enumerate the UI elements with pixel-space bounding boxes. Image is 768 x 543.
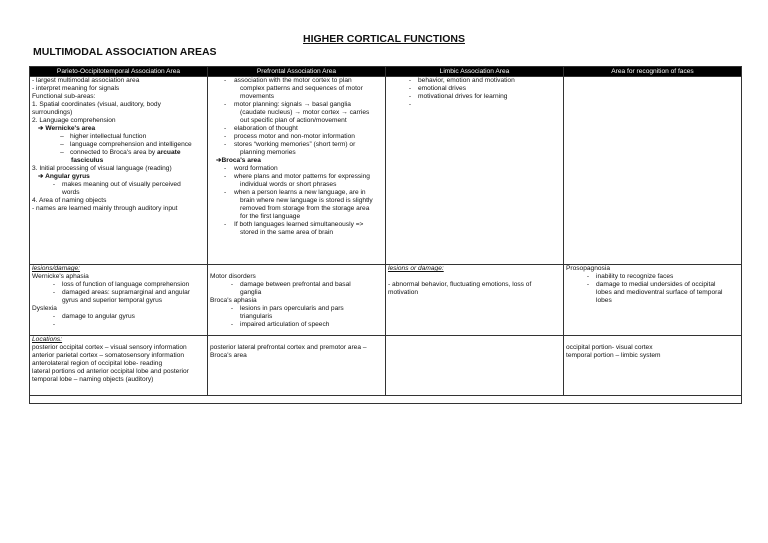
- spacer: [566, 336, 739, 344]
- dash-icon: -: [224, 189, 227, 196]
- lesions-row: [30, 265, 742, 336]
- dash-icon: -: [408, 85, 412, 92]
- bullet-line: [32, 289, 205, 297]
- text-line: If both languages learned simultaneously =>: [234, 221, 364, 228]
- text-line: 4. Area of naming objects: [32, 197, 107, 204]
- text-line: elaboration of thought: [234, 125, 298, 132]
- text-line: for the first language: [240, 213, 301, 220]
- bullet-line: [32, 133, 205, 141]
- text-line: damage to angular gyrus: [62, 313, 135, 320]
- wernicke-label: Wernicke's area: [45, 125, 96, 132]
- bullet-line: [210, 189, 383, 197]
- text-line: lesions in pars opercularis and pars: [240, 305, 344, 312]
- bullet-line: [210, 141, 383, 149]
- text-line: (caudate nucleus) → motor cortex → carries: [240, 109, 370, 116]
- text-line: movements: [240, 93, 275, 100]
- dash-icon: –: [60, 149, 64, 156]
- bullet-line: [32, 321, 205, 329]
- pfa-lesions-cell: [208, 265, 386, 336]
- spacer: [210, 336, 383, 344]
- lesions-heading: lesions or damage:: [388, 265, 444, 272]
- bullet-line: [210, 305, 383, 313]
- bullet-line: [210, 221, 383, 229]
- spacer: [210, 265, 383, 273]
- text-part: connected to Broca's area by: [70, 149, 158, 156]
- empty-cell: [30, 396, 742, 404]
- laa-locations-cell: [386, 336, 564, 396]
- text-line: Dyslexia: [32, 305, 57, 312]
- text-line: damage between prefrontal and basal: [240, 281, 351, 288]
- dash-icon: -: [224, 173, 227, 180]
- text-line: when a person learns a new language, are in: [234, 189, 366, 196]
- bullet-line: [566, 273, 739, 281]
- text-line: words: [62, 189, 80, 196]
- faces-locations-cell: [564, 336, 742, 396]
- poa-functions-cell: [30, 77, 208, 265]
- association-areas-table: [29, 66, 742, 404]
- empty-row: [30, 396, 742, 404]
- bullet-line: [32, 281, 205, 289]
- text-line: Broca's aphasia: [210, 297, 257, 304]
- wernicke-line: [32, 125, 205, 133]
- angular-label: Angular gyrus: [45, 173, 90, 180]
- text-line: stores “working memories” (short term) or: [234, 141, 356, 148]
- laa-functions-cell: [386, 77, 564, 265]
- text-line: posterior occipital cortex – visual sensory information: [32, 344, 187, 351]
- bullet-line: [210, 165, 383, 173]
- dash-icon: -: [230, 321, 234, 328]
- text-line: behavior, emotion and motivation: [418, 77, 515, 84]
- text-line: - abnormal behavior, fluctuating emotions, loss of: [388, 281, 532, 288]
- bullet-line: [210, 173, 383, 181]
- section-title: MULTIMODAL ASSOCIATION AREAS: [33, 46, 217, 58]
- locations-heading: Locations:: [32, 336, 63, 343]
- spacer: [388, 273, 561, 281]
- bold-term: fasciculus: [71, 157, 104, 164]
- bullet-line: [32, 141, 205, 149]
- bullet-line: [566, 281, 739, 289]
- dash-icon: -: [224, 77, 227, 84]
- text-line: impaired articulation of speech: [240, 321, 330, 328]
- text-line: Functional sub-areas:: [32, 93, 96, 100]
- text-line: posterior lateral prefrontal cortex and premotor area –: [210, 344, 367, 351]
- bullet-line: [210, 321, 383, 329]
- dash-icon: -: [224, 165, 227, 172]
- lesions-heading: lesions/damage:: [32, 265, 81, 272]
- text-line: ganglia: [240, 289, 262, 296]
- bullet-line: [388, 77, 561, 85]
- text-line: 2. Language comprehension: [32, 117, 116, 124]
- text-line: planning memories: [240, 149, 296, 156]
- text-line: higher intellectual function: [70, 133, 147, 140]
- text-line: occipital portion- visual cortex: [566, 344, 653, 351]
- text-line: removed from storage from the storage area: [240, 205, 370, 212]
- locations-row: [30, 336, 742, 396]
- text-line: - names are learned mainly through auditory input: [32, 205, 178, 212]
- header-row: [30, 67, 742, 77]
- text-line: damage to medial undersides of occipital: [596, 281, 716, 288]
- text-line: anterolateral region of occipital lobe- reading: [32, 360, 163, 367]
- broca-label: Broca's area: [221, 157, 261, 164]
- text-line: motivational drives for learning: [418, 93, 508, 100]
- text-line: temporal lobe – naming objects (auditory): [32, 376, 154, 383]
- continuation-line: [32, 157, 205, 165]
- text-line: triangularis: [240, 313, 273, 320]
- pfa-functions-cell: [208, 77, 386, 265]
- text-line: complex patterns and sequences of motor: [240, 85, 363, 92]
- text-line: inability to recognize faces: [596, 273, 674, 280]
- dash-icon: -: [224, 221, 227, 228]
- arrow-icon: ➔: [216, 157, 222, 164]
- text-line: [70, 149, 181, 157]
- dash-icon: -: [52, 281, 56, 288]
- broca-line: [210, 157, 383, 165]
- text-line: gyrus and superior temporal gyrus: [62, 297, 163, 304]
- text-line: stored in the same area of brain: [240, 229, 334, 236]
- text-line: 3. Initial processing of visual language (reading): [32, 165, 172, 172]
- dash-icon: -: [230, 281, 234, 288]
- text-line: surroundings): [32, 109, 73, 116]
- dash-icon: –: [60, 141, 64, 148]
- dash-icon: -: [52, 313, 56, 320]
- angular-line: [32, 173, 205, 181]
- dash-icon: –: [60, 133, 64, 140]
- dash-icon: -: [224, 133, 227, 140]
- faces-lesions-cell: [564, 265, 742, 336]
- text-line: Motor disorders: [210, 273, 256, 280]
- text-line: word formation: [234, 165, 278, 172]
- text-line: motivation: [388, 289, 419, 296]
- dash-icon: -: [408, 101, 412, 108]
- bullet-line: [32, 313, 205, 321]
- dash-icon: -: [408, 77, 412, 84]
- dash-icon: -: [408, 93, 412, 100]
- faces-functions-cell: [564, 77, 742, 265]
- text-line: temporal portion – limbic system: [566, 352, 661, 359]
- text-line: damaged areas: supramarginal and angular: [62, 289, 190, 296]
- text-line: - largest multimodal association area: [32, 77, 140, 84]
- text-line: association with the motor cortex to plan: [234, 77, 352, 84]
- text-line: motor planning: signals → basal ganglia: [234, 101, 351, 108]
- dash-icon: -: [230, 305, 234, 312]
- arrow-icon: ➔: [38, 173, 46, 180]
- text-line: makes meaning out of visually perceived: [62, 181, 181, 188]
- text-line: lobes: [596, 297, 612, 304]
- header-poa: Parieto-Occipitotemporal Association Area: [30, 67, 208, 77]
- header-pfa: Prefrontal Association Area: [208, 67, 386, 77]
- text-line: lobes and medioventral surface of temporal: [596, 289, 723, 296]
- dash-icon: -: [52, 181, 56, 188]
- bullet-line: [32, 149, 205, 157]
- bullet-line: [388, 93, 561, 101]
- text-line: language comprehension and intelligence: [70, 141, 192, 148]
- functions-row: [30, 77, 742, 265]
- dash-icon: -: [224, 141, 227, 148]
- dash-icon: -: [586, 273, 590, 280]
- poa-lesions-cell: [30, 265, 208, 336]
- bullet-line: [210, 101, 383, 109]
- text-line: process motor and non-motor information: [234, 133, 355, 140]
- bullet-line: [388, 101, 561, 109]
- text-line: individual words or short phrases: [240, 181, 337, 188]
- header-laa: Limbic Association Area: [386, 67, 564, 77]
- text-line: Prosopagnosia: [566, 265, 610, 272]
- bullet-line: [210, 125, 383, 133]
- header-faces: Area for recognition of faces: [564, 67, 742, 77]
- dash-icon: -: [586, 281, 590, 288]
- text-line: loss of function of language comprehension: [62, 281, 190, 288]
- text-line: lateral portions od anterior occipital lobe and posterior: [32, 368, 189, 375]
- text-line: anterior parietal cortex – somatosensory information: [32, 352, 185, 359]
- text-line: brain where new language is stored is slightly: [240, 197, 373, 204]
- text-line: Broca's area: [210, 352, 247, 359]
- text-line: where plans and motor patterns for expressing: [234, 173, 370, 180]
- bullet-line: [210, 77, 383, 85]
- pfa-locations-cell: [208, 336, 386, 396]
- text-line: out specific plan of action/movement: [240, 117, 347, 124]
- dash-icon: -: [224, 125, 227, 132]
- text-line: - interpret meaning for signals: [32, 85, 120, 92]
- bullet-line: [210, 281, 383, 289]
- laa-lesions-cell: [386, 265, 564, 336]
- dash-icon: -: [52, 289, 56, 296]
- bullet-line: [210, 133, 383, 141]
- poa-locations-cell: [30, 336, 208, 396]
- dash-icon: -: [224, 101, 227, 108]
- bullet-line: [388, 85, 561, 93]
- page-title: HIGHER CORTICAL FUNCTIONS: [303, 33, 465, 45]
- arrow-icon: ➔: [38, 125, 46, 132]
- text-line: Wernicke's aphasia: [32, 273, 89, 280]
- bullet-line: [32, 181, 205, 189]
- dash-icon: -: [52, 321, 56, 328]
- text-line: emotional drives: [418, 85, 467, 92]
- bold-term: arcuate: [157, 149, 181, 156]
- text-line: 1. Spatial coordinates (visual, auditory, body: [32, 101, 161, 108]
